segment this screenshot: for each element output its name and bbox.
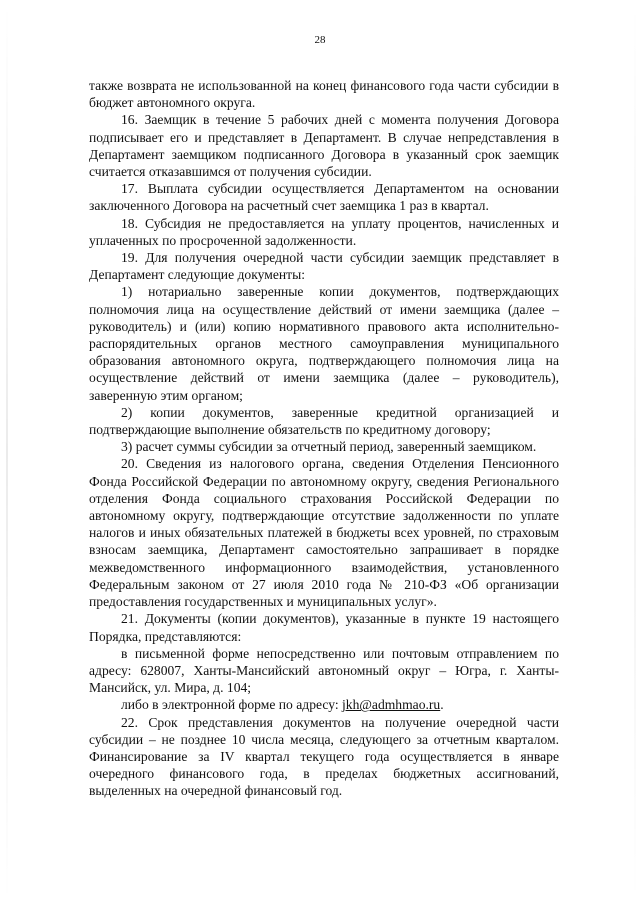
paragraph-21: 21. Документы (копии документов), указанные в пункте 19 настоящего Порядка, представляются: xyxy=(89,611,559,644)
paragraph-19-item-1: 1) нотариально заверенные копии документов, подтверждающих полномочия лица на осуществление действий от имени заемщика (далее – руководитель) и (или) копию нормативного правового акта исполнительно-распорядительных органов местного самоуправления муниципального образования автономного округа, подтверждающего полномочия лица на осуществление действий от имени заемщика (далее – руководитель), заверенную этим органом; xyxy=(89,284,559,403)
paragraph-19: 19. Для получения очередной части субсидии заемщик представляет в Департамент следующие документы: xyxy=(89,250,559,283)
paragraph-continuation: также возврата не использованной на конец финансового года части субсидии в бюджет автономного округа. xyxy=(89,78,559,111)
paragraph-18: 18. Субсидия не предоставляется на уплату процентов, начисленных и уплаченных по просроченной задолженности. xyxy=(89,215,559,248)
paragraph-19-item-3: 3) расчет суммы субсидии за отчетный период, заверенный заемщиком. xyxy=(121,439,537,455)
electronic-form-suffix: . xyxy=(440,697,444,713)
paragraph-21-electronic-form xyxy=(89,696,559,713)
document-body xyxy=(89,77,559,800)
paragraph-20: 20. Сведения из налогового органа, сведения Отделения Пенсионного Фонда Российской Федерации по автономному округу, сведения Регионального отделения Фонда социального страхования Российской Федерации по автономному округу, подтверждающие отсутствие задолженности по уплате налогов и иных обязательных платежей в бюджеты всех уровней, по страховым взносам заемщика, Департамент самостоятельно запрашивает в порядке межведомственного информационного взаимодействия, установленного Федеральным законом от 27 июля 2010 года № 210-ФЗ «Об организации предоставления государственных и муниципальных услуг». xyxy=(89,456,559,610)
paragraph-17: 17. Выплата субсидии осуществляется Департаментом на основании заключенного Договора на расчетный счет заемщика 1 раз в квартал. xyxy=(89,181,559,214)
scan-shadow-left xyxy=(6,0,8,905)
paragraph-16: 16. Заемщик в течение 5 рабочих дней с момента получения Договора подписывает его и представляет в Департамент. В случае непредставления в Департамент заемщиком подписанного Договора в указанный срок заемщик считается отказавшимся от получения субсидии. xyxy=(89,112,559,180)
paragraph-22: 22. Срок представления документов на получение очередной части субсидии – не позднее 10 числа месяца, следующего за отчетным кварталом. Финансирование за IV квартал текущего года осуществляется в январе очередного финансового года, в пределах бюджетных ассигнований, выделенных на очередной финансовый год. xyxy=(89,714,559,799)
email-link[interactable]: jkh@admhmao.ru xyxy=(342,697,441,713)
scan-shadow-right xyxy=(634,0,636,905)
page-number: 28 xyxy=(314,34,326,46)
paragraph-19-item-2: 2) копии документов, заверенные кредитной организацией и подтверждающие выполнение обязательств по кредитному договору; xyxy=(89,404,559,438)
electronic-form-text: либо в электронной форме по адресу: xyxy=(121,697,343,713)
paragraph-21-written-form: в письменной форме непосредственно или почтовым отправлением по адресу: 628007, Ханты-Мансийский автономный округ – Югра, г. Ханты-Мансийск, ул. Мира, д. 104; xyxy=(89,645,559,696)
